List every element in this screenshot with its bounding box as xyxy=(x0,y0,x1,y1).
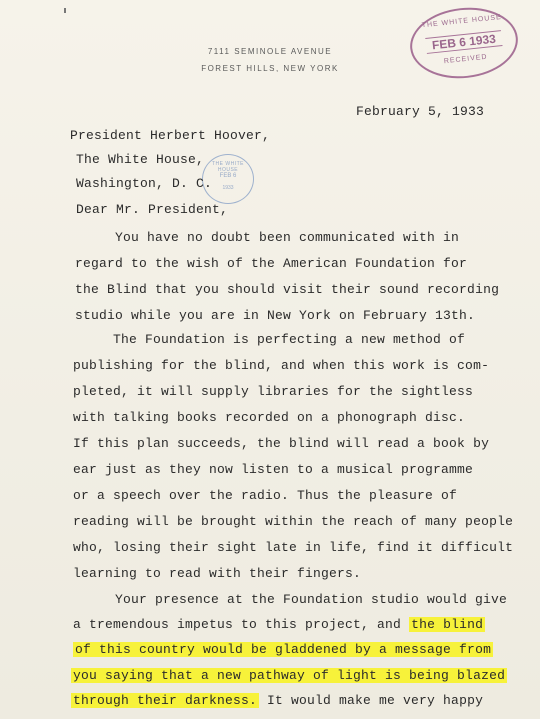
highlighted-text: of this country would be gladdened by a message from xyxy=(75,642,492,657)
body-line: with talking books recorded on a phonograph disc. xyxy=(73,410,466,425)
blue-stamp-top: THE WHITE HOUSE xyxy=(212,161,244,173)
letterhead-address: 7111 SEMINOLE AVENUE xyxy=(207,47,333,56)
received-stamp xyxy=(407,3,522,84)
received-stamp-top: THE WHITE HOUSE xyxy=(421,13,503,30)
body-line: If this plan succeeds, the blind will read a book by xyxy=(73,436,490,451)
body-line: Your presence at the Foundation studio would give xyxy=(115,592,508,607)
body-line: the Blind that you should visit their sound recording xyxy=(75,282,500,297)
recipient-line: Washington, D. C. xyxy=(76,176,213,191)
body-line: You have no doubt been communicated with in xyxy=(115,230,460,245)
body-text: It would make me very happy xyxy=(259,693,484,708)
body-line: publishing for the blind, and when this work is com- xyxy=(73,358,490,373)
recipient-line: President Herbert Hoover, xyxy=(70,128,271,143)
blue-stamp-year: 1933 xyxy=(222,185,234,191)
body-line: The Foundation is perfecting a new method of xyxy=(113,332,466,347)
body-line xyxy=(73,617,485,632)
highlighted-text: the blind xyxy=(411,617,484,632)
body-line xyxy=(73,642,493,657)
body-line: who, losing their sight late in life, find it difficult xyxy=(73,540,514,555)
highlighted-text: you saying that a new pathway of light is being blazed xyxy=(73,668,506,683)
body-line: reading will be brought within the reach of many people xyxy=(73,514,514,529)
body-line: ear just as they now listen to a musical programme xyxy=(73,462,474,477)
body-line: pleted, it will supply libraries for the sightless xyxy=(73,384,474,399)
salutation: Dear Mr. President, xyxy=(76,202,229,217)
letterhead-city: FOREST HILLS, NEW YORK xyxy=(201,64,339,73)
letter-date: February 5, 1933 xyxy=(356,104,485,119)
received-stamp-date: FEB 6 1933 xyxy=(425,30,502,54)
body-line xyxy=(71,668,507,683)
body-line: studio while you are in New York on February 13th. xyxy=(75,308,476,323)
body-line: regard to the wish of the American Foundation for xyxy=(75,256,468,271)
blue-stamp-date: FEB 6 xyxy=(219,173,237,179)
body-line xyxy=(71,693,483,708)
body-text: a tremendous impetus to this project, and xyxy=(73,617,410,632)
body-line: learning to read with their fingers. xyxy=(73,566,362,581)
highlighted-text: through their darkness. xyxy=(73,693,258,708)
body-line: or a speech over the radio. Thus the pleasure of xyxy=(73,488,458,503)
received-stamp-bottom: RECEIVED xyxy=(443,53,488,66)
pencil-mark xyxy=(64,8,66,13)
recipient-line: The White House, xyxy=(76,152,205,167)
